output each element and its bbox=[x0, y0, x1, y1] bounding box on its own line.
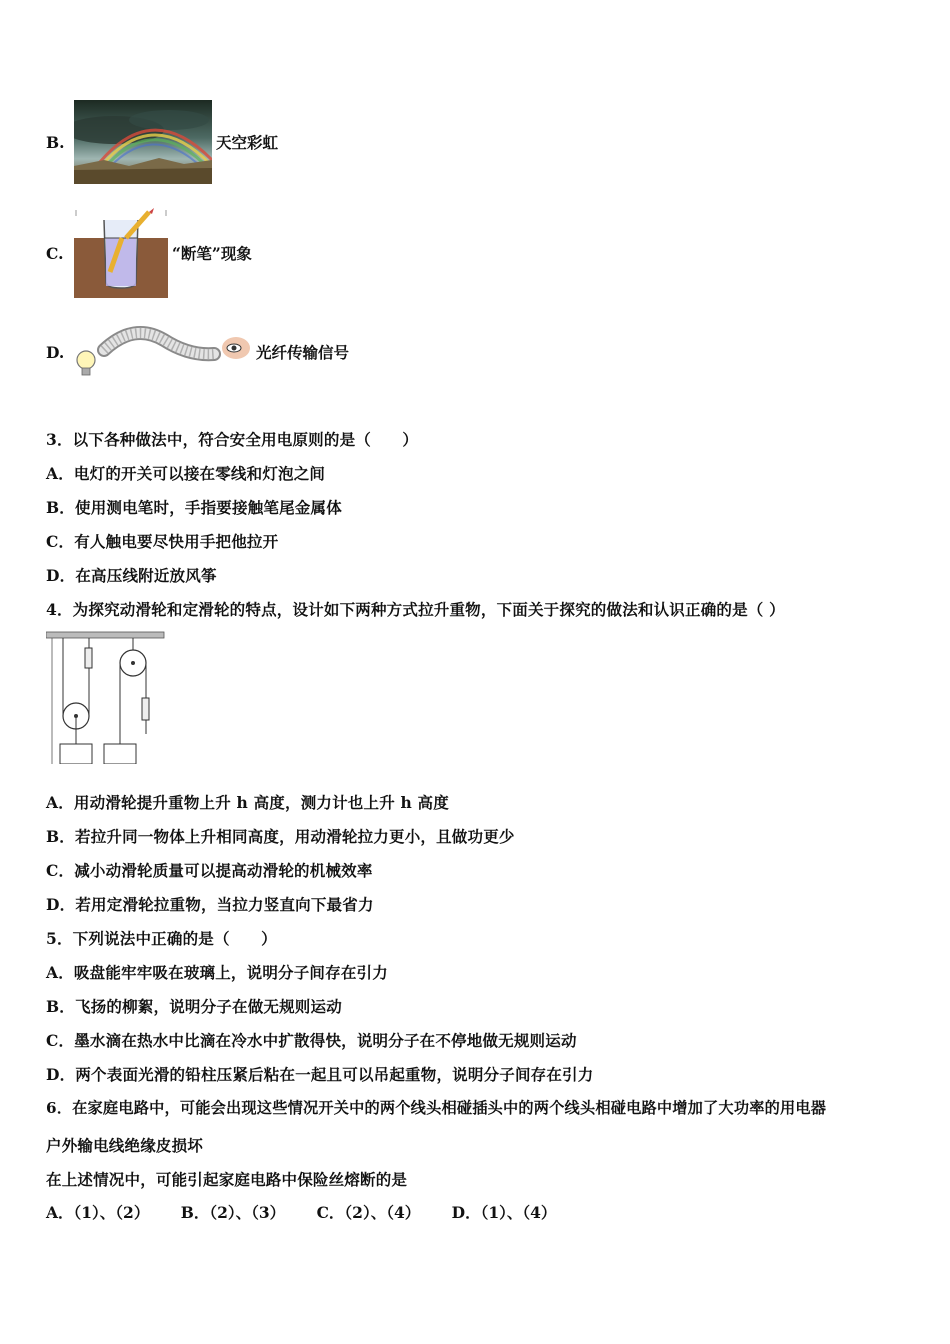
q5-option-a: A．吸盘能牢牢吸在玻璃上，说明分子间存在引力 bbox=[46, 963, 388, 982]
q6-stem-line2: 户外输电线绝缘皮损坏 bbox=[46, 1136, 204, 1155]
q6-option-c: C．（2）、（4） bbox=[316, 1203, 421, 1222]
optical-fiber-signal-icon bbox=[74, 322, 254, 382]
option-c-label: “断笔”现象 bbox=[172, 244, 252, 263]
q6-stem-line1: 6．在家庭电路中，可能会出现这些情况开关中的两个线头相碰插头中的两个线头相碰电路中增加了大功率的用电器 bbox=[46, 1099, 827, 1117]
rainbow-photo-icon bbox=[74, 100, 212, 184]
option-d-row bbox=[46, 322, 349, 382]
option-b-row bbox=[46, 100, 278, 184]
broken-pencil-in-water-icon bbox=[74, 208, 168, 298]
q6-stem-line3: 在上述情况中，可能引起家庭电路中保险丝熔断的是 bbox=[46, 1170, 408, 1189]
q5-stem: 5．下列说法中正确的是（ ） bbox=[46, 929, 277, 948]
q6-options bbox=[46, 1201, 556, 1223]
q3-option-c: C．有人触电要尽快用手把他拉开 bbox=[46, 532, 279, 551]
q5-option-d: D．两个表面光滑的铅柱压紧后粘在一起且可以吊起重物，说明分子间存在引力 bbox=[46, 1065, 594, 1084]
q4-stem: 4．为探究动滑轮和定滑轮的特点，设计如下两种方式拉升重物，下面关于探究的做法和认识正确的是（ ） bbox=[46, 600, 785, 619]
q6-option-b: B．（2）、（3） bbox=[180, 1203, 286, 1222]
option-letter: D. bbox=[46, 342, 65, 362]
q4-option-d: D．若用定滑轮拉重物，当拉力竖直向下最省力 bbox=[46, 895, 374, 914]
q5-option-c: C．墨水滴在热水中比滴在冷水中扩散得快，说明分子在不停地做无规则运动 bbox=[46, 1031, 577, 1050]
pulley-setup-icon bbox=[46, 630, 166, 764]
option-d-label: 光纤传输信号 bbox=[256, 343, 350, 362]
q4-option-c: C．减小动滑轮质量可以提高动滑轮的机械效率 bbox=[46, 861, 373, 880]
option-letter: B. bbox=[46, 132, 65, 152]
q4-option-a: A．用动滑轮提升重物上升 h 高度，测力计也上升 h 高度 bbox=[46, 793, 449, 812]
q6-option-d: D．（1）、（4） bbox=[451, 1203, 557, 1222]
option-b-label: 天空彩虹 bbox=[216, 133, 279, 152]
q3-option-a: A．电灯的开关可以接在零线和灯泡之间 bbox=[46, 464, 326, 483]
q5-option-b: B．飞扬的柳絮，说明分子在做无规则运动 bbox=[46, 997, 342, 1016]
option-c-row bbox=[46, 208, 252, 298]
q3-stem: 3．以下各种做法中，符合安全用电原则的是（ ） bbox=[46, 430, 419, 449]
q4-option-b: B．若拉升同一物体上升相同高度，用动滑轮拉力更小，且做功更少 bbox=[46, 827, 515, 846]
q3-option-d: D．在高压线附近放风筝 bbox=[46, 566, 217, 585]
q6-option-a: A．（1）、（2） bbox=[46, 1203, 150, 1222]
q3-option-b: B．使用测电笔时，手指要接触笔尾金属体 bbox=[46, 498, 342, 517]
option-letter: C. bbox=[46, 243, 64, 263]
